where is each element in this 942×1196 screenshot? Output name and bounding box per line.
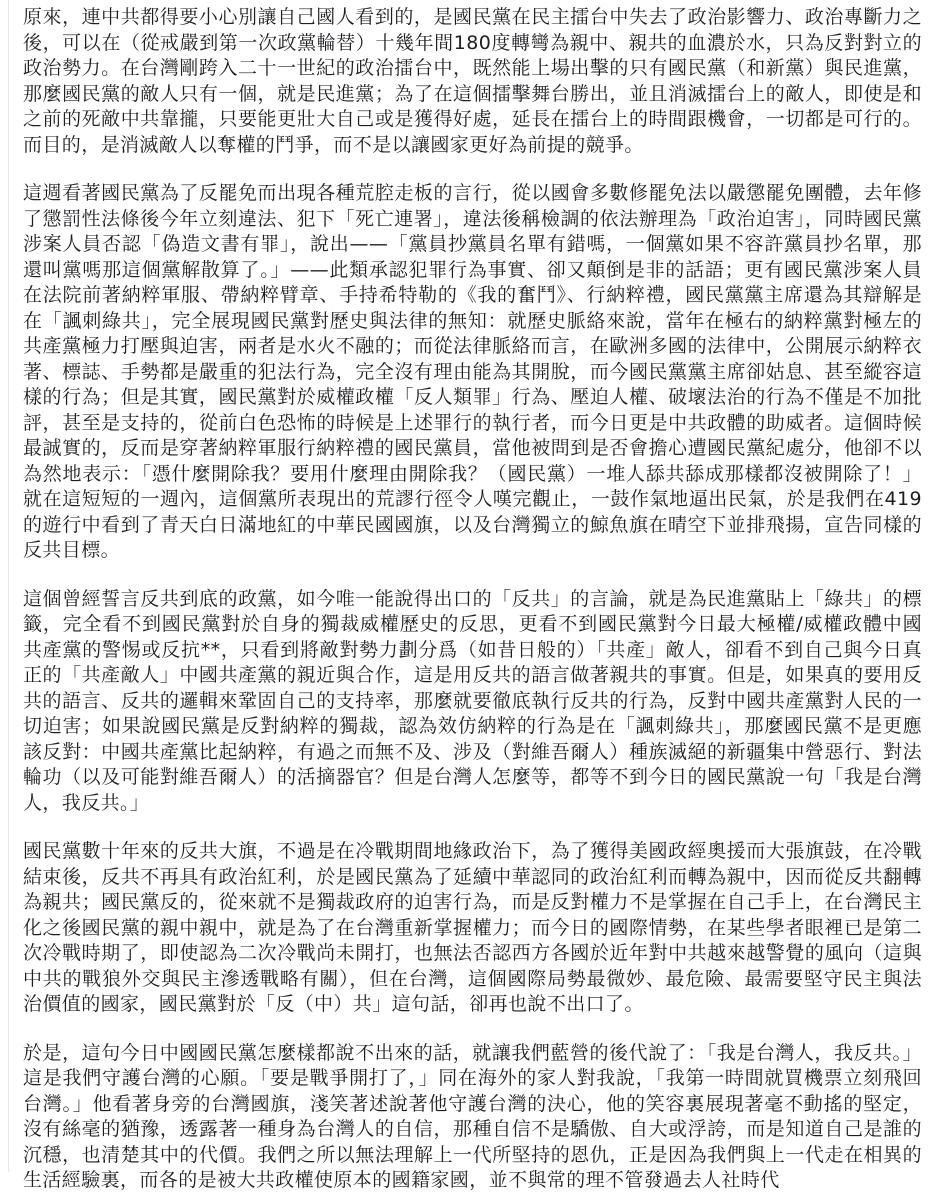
paragraph: 原來，連中共都得要小心別讓自己國人看到的，是國民黨在民主擂台中失去了政治影響力、政治專斷力之後，可以在（從戒嚴到第一次政黨輪替）十幾年間180度轉彎為親中、親共的血濃於水，只為反對對立的政治勢力。在台灣剛跨入二十一世紀的政治擂台中，既然能上場出擊的只有國民黨（和新黨）與民進黨，那麼國民黨的敵人只有一個，就是民進黨；為了在這個擂擊舞台勝出，並且消滅擂台上的敵人，即使是和之前的死敵中共靠攏，只要能更壯大自己或是獲得好處，延長在擂台上的時間跟機會，一切都是可行的。而目的，是消滅敵人以奪權的鬥爭，而不是以讓國家更好為前提的競爭。 [23, 6, 922, 156]
paragraph: 這個曾經誓言反共到底的政黨，如今唯一能說得出口的「反共」的言論，就是為民進黨貼上「綠共」的標籤，完全看不到國民黨對於自身的獨裁威權歷史的反思，更看不到國民黨對今日最大極權/威權政體中國共產黨的警惕或反抗**，只看到將敵對勢力劃分爲（如昔日般的）「共產」敵人，卻看不到自己與今日真正的「共產敵人」中國共產黨的親近與合作，這是用反共的語言做著親共的事實。但是，如果真的要用反共的語言、反共的邏輯來鞏固自己的支持率，那麼就要徹底執行反共的行為，反對中國共產黨對人民的一切迫害；如果說國民黨是反對納粹的獨裁，認為效仿納粹的行為是在「諷刺綠共」，那麼國民黨不是更應該反對：中國共產黨比起納粹，有過之而無不及、涉及（對維吾爾人）種族滅絕的新疆集中營惡行、對法輪功（以及可能對維吾爾人）的活摘器官？但是台灣人怎麼等，都等不到今日的國民黨說一句「我是台灣人，我反共。」 [23, 587, 922, 814]
post-body [8, 0, 942, 1191]
paragraph: 於是，這句今日中國國民黨怎麼樣都說不出來的話，就讓我們藍營的後代說了：「我是台灣人，我反共。」這是我們守護台灣的心願。「要是戰爭開打了，」同在海外的家人對我說，「我第一時間就買機票立刻飛回台灣。」他看著身旁的台灣國旗，淺笑著述說著他守護台灣的決心，他的笑容裏展現著毫不動搖的堅定，沒有絲毫的猶豫，透露著一種身為台灣人的自信，那種自信不是驕傲、自大或浮誇，而是知道自己是誰的沉穩，也清楚其中的代價。我們之所以無法理解上一代所堅持的恩仇，正是因為我們與上一代走在相異的生活經驗裏，而各的是被大共政權使原本的國籍家國，並不與常的理不管發過去人社時代 [23, 1041, 922, 1191]
paragraph: 國民黨數十年來的反共大旗，不過是在冷戰期間地緣政治下，為了獲得美國政經奧援而大張旗鼓，在冷戰結束後，反共不再具有政治紅利，於是國民黨為了延續中華認同的政治紅利而轉為親中，因而從反共翻轉為親共；國民黨反的，從來就不是獨裁政府的迫害行為，而是反對權力不是掌握在自己手上，在台灣民主化之後國民黨的親中親中，就是為了在台灣重新掌握權力；而今日的國際情勢，在某些學者眼裡已是第二次冷戰時期了，即使認為二次冷戰尚未開打，也無法否認西方各國於近年對中共越來越警覺的風向（這與中共的戰狼外交與民主滲透戰略有關），但在台灣，這個國際局勢最微妙、最危險、最需要堅守民主與法治價值的國家，國民黨對於「反（中）共」這句話，卻再也說不出口了。 [23, 840, 922, 1015]
paragraph: 這週看著國民黨為了反罷免而出現各種荒腔走板的言行，從以國會多數修罷免法以嚴懲罷免團體，去年修了懲罰性法條後今年立刻違法、犯下「死亡連署」，違法後稱檢調的依法辦理為「政治迫害」，同時國民黨涉案人員否認「偽造文書有罪」，說出——「黨員抄黨員名單有錯嗎，一個黨如果不容許黨員抄名單，那還叫黨嗎那這個黨解散算了。」——此類承認犯罪行為事實、卻又顛倒是非的話語；更有國民黨涉案人員在法院前著納粹軍服、帶納粹臂章、手持希特勒的《我的奮鬥》、行納粹禮，國民黨黨主席還為其辯解是在「諷刺綠共」，完全展現國民黨對歷史與法律的無知：就歷史脈絡來說，當年在極右的納粹黨對極左的共產黨極力打壓與迫害，兩者是水火不融的；而從法律脈絡而言，在歐洲多國的法律中，公開展示納粹衣著、標誌、手勢都是嚴重的犯法行為，完全沒有理由能為其開脫，而今國民黨黨主席卻姑息、甚至縱容這樣的行為；但是其實，國民黨對於威權政權「反人類罪」行為、壓迫人權、破壞法治的行為不僅是不加批評，甚至是支持的，從前白色恐怖的時候是上述罪行的執行者，而今日更是中共政體的助威者。這個時候最誠實的，反而是穿著納粹軍服行納粹禮的國民黨員，當他被問到是否會擔心遭國民黨紀處分，他卻不以為然地表示：「憑什麼開除我？要用什麼理由開除我？（國民黨）一堆人舔共舔成那樣都沒被開除了！」就在這短短的一週內，這個黨所表現出的荒謬行徑令人嘆完觀止，一鼓作氣地逼出民氣，於是我們在419的遊行中看到了青天白日滿地紅的中華民國國旗，以及台灣獨立的鯨魚旗在晴空下並排飛揚，宣告同樣的反共目標。 [23, 182, 922, 561]
